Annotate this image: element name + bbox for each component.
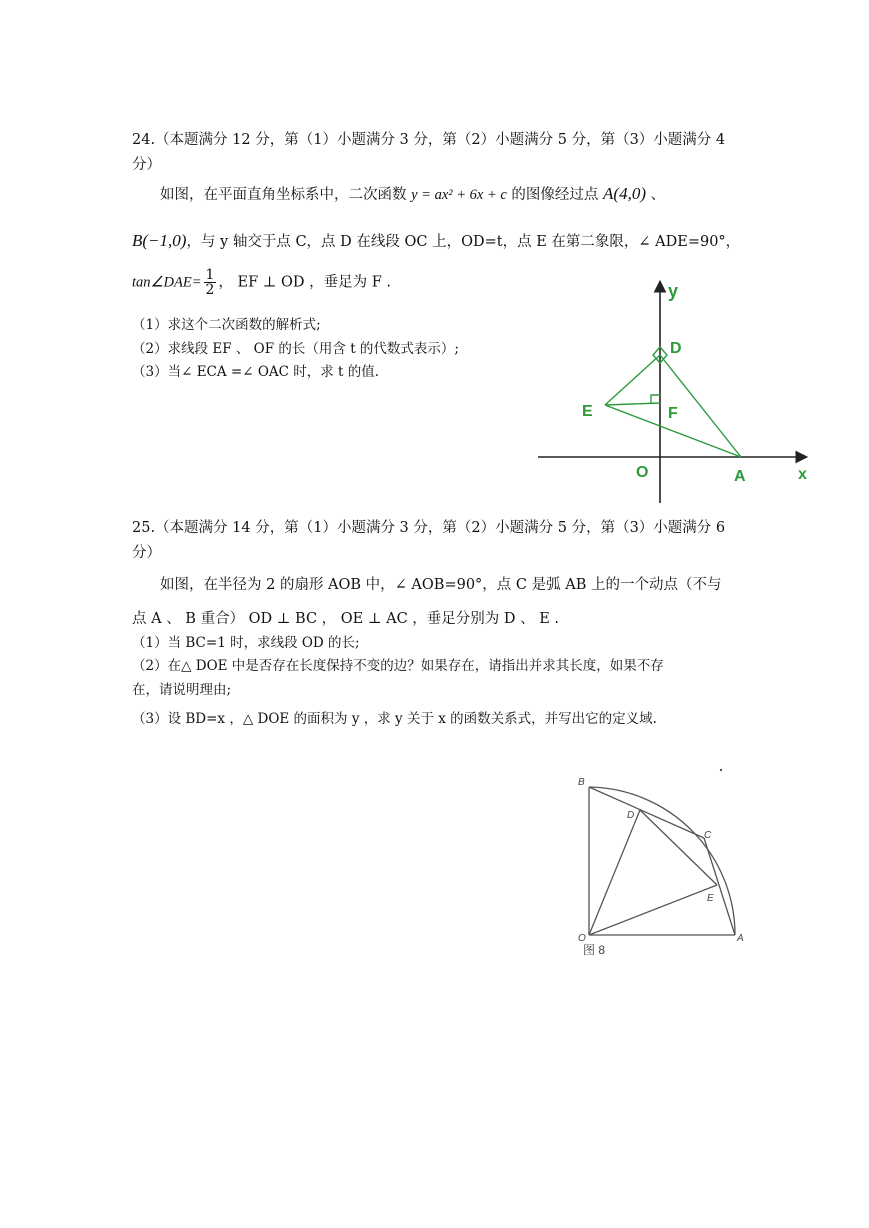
right-angle-mark-f xyxy=(651,395,660,403)
q25-header-cont: 分） xyxy=(132,545,161,561)
segment-de xyxy=(640,810,717,885)
q24-stem-line2: B(−1,0)，与 y 轴交于点 C，点 D 在线段 OC 上，OD=t，点 E 在第二象限，∠ ADE=90°， xyxy=(132,231,741,250)
segment-bc xyxy=(589,787,704,838)
label-e: E xyxy=(707,893,714,904)
q25-stem-line2: 点 A 、 B 重合） OD ⊥ BC ， OE ⊥ AC ，垂足分别为 D 、 E . xyxy=(132,611,560,627)
q24-header: 24.（本题满分 12 分，第（1）小题满分 3 分，第（2）小题满分 5 分，第（3）小题满分 4 xyxy=(132,132,726,148)
q25-stem-line1: 如图，在半径为 2 的扇形 AOB 中，∠ AOB=90°，点 C 是弧 AB 上的一个动点（不与 xyxy=(160,577,722,593)
label-d: D xyxy=(627,810,635,821)
label-y: y xyxy=(668,281,679,301)
arc-ab xyxy=(589,787,735,935)
label-a: A xyxy=(734,468,746,485)
label-a: A xyxy=(737,933,744,944)
q25-sub2-line1: （2）在△ DOE 中是否存在长度保持不变的边？如果存在，请指出并求其长度，如果不存 xyxy=(132,658,664,674)
figure-caption: 图 8 xyxy=(583,943,606,957)
label-e: E xyxy=(582,403,593,420)
stray-dot xyxy=(720,769,722,771)
q25-header: 25.（本题满分 14 分，第（1）小题满分 3 分，第（2）小题满分 5 分，第（3）小题满分 6 xyxy=(132,520,726,536)
segment-de xyxy=(605,355,660,405)
label-f: F xyxy=(668,405,678,422)
segment-ef xyxy=(605,403,660,405)
q24-function-formula: y = ax² + 6x + c xyxy=(411,187,507,203)
label-d: D xyxy=(670,340,682,357)
label-o: O xyxy=(578,933,586,944)
q24-stem-line1: 如图，在平面直角坐标系中，二次函数 y = ax² + 6x + c 的图像经过点 A(4,0) 、 xyxy=(160,184,666,203)
segment-oe xyxy=(589,885,717,935)
label-x: x xyxy=(798,466,807,483)
label-o: O xyxy=(636,464,649,481)
q24-sub3: （3）当∠ ECA =∠ OAC 时，求 t 的值. xyxy=(132,364,380,380)
q24-header-cont: 分） xyxy=(132,157,161,173)
q24-stem-line3: tan∠DAE= $\frac{1}{2}$ ， EF ⊥ OD ，垂足为 F . xyxy=(132,267,392,298)
segment-od xyxy=(589,810,640,935)
q24-sub1: （1）求这个二次函数的解析式; xyxy=(132,317,321,333)
q24-point-b: B(−1,0) xyxy=(132,231,187,250)
q25-sub2-line2: 在，请说明理由; xyxy=(132,682,232,698)
q24-fraction: $\frac{1}{2}$ xyxy=(205,267,215,298)
q24-point-a: A(4,0) xyxy=(603,184,646,203)
q24-sub2: （2）求线段 EF 、 OF 的长（用含 t 的代数式表示）; xyxy=(132,341,459,357)
q24-coordinate-figure xyxy=(530,275,820,510)
segment-ca xyxy=(704,838,735,935)
q25-sub1: （1）当 BC=1 时，求线段 OD 的长; xyxy=(132,635,360,651)
q25-sub3: （3）设 BD=x ，△ DOE 的面积为 y ，求 y 关于 x 的函数关系式，并写出它的定义域. xyxy=(132,711,657,727)
label-c: C xyxy=(704,830,712,841)
label-b: B xyxy=(578,777,585,788)
q25-sector-figure xyxy=(570,765,755,960)
